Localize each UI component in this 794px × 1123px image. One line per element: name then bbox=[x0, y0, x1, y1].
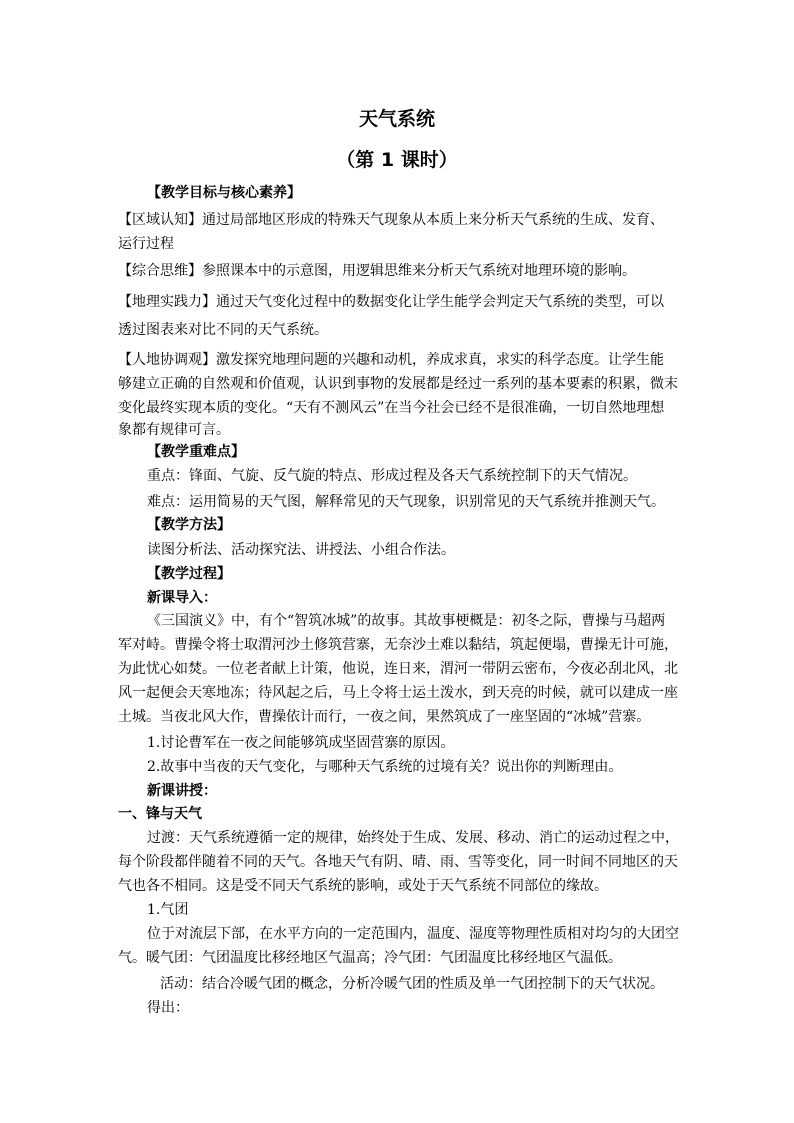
paragraph-line: 每个阶段都伴随着不同的天气。各地天气有阴、晴、雨、雪等变化，同一时间不同地区的天 bbox=[118, 854, 678, 870]
paragraph-line: 位于对流层下部，在水平方向的一定范围内，温度、湿度等物理性质相对均匀的大团空 bbox=[147, 926, 679, 942]
section-heading-front: 一、锋与天气 bbox=[118, 806, 202, 822]
section-heading-methods: 【教学方法】 bbox=[147, 517, 231, 533]
paragraph-line: 得出： bbox=[147, 1000, 189, 1016]
paragraph-line: 难点：运用简易的天气图，解释常见的天气现象，识别常见的天气系统并推测天气。 bbox=[147, 494, 665, 510]
paragraph-line: 【综合思维】参照课本中的示意图，用逻辑思维来分析天气系统对地理环境的影响。 bbox=[118, 263, 636, 279]
paragraph-line: 【区域认知】通过局部地区形成的特殊天气现象从本质上来分析天气系统的生成、发育、 bbox=[118, 212, 664, 228]
paragraph-line: 为此忧心如焚。一位老者献上计策，他说，连日来，渭河一带阴云密布，今夜必刮北风，北 bbox=[118, 661, 678, 677]
paragraph-line: 重点：锋面、气旋、反气旋的特点、形成过程及各天气系统控制下的天气情况。 bbox=[147, 468, 637, 484]
paragraph-line: 气。暖气团：气团温度比移经地区气温高；冷气团：气团温度比移经地区气温低。 bbox=[118, 950, 622, 966]
paragraph-line: 象都有规律可言。 bbox=[118, 422, 230, 438]
section-heading-key-points: 【教学重难点】 bbox=[147, 444, 245, 460]
paragraph-line: 1.讨论曹军在一夜之间能够筑成坚固营寨的原因。 bbox=[147, 735, 455, 751]
paragraph-line: 【人地协调观】激发探究地理问题的兴趣和动机，养成求真，求实的科学态度。让学生能 bbox=[118, 352, 664, 368]
paragraph-line: 2.故事中当夜的天气变化，与哪种天气系统的过境有关？说出你的判断理由。 bbox=[147, 759, 623, 775]
section-heading-process: 【教学过程】 bbox=[147, 566, 231, 582]
section-heading-objectives: 【教学目标与核心素养】 bbox=[147, 185, 301, 201]
paragraph-line: 透过图表来对比不同的天气系统。 bbox=[118, 322, 328, 338]
subheading-intro: 新课导入： bbox=[147, 590, 217, 606]
paragraph-line: 活动：结合冷暖气团的概念，分析冷暖气团的性质及单一气团控制下的天气状况。 bbox=[160, 976, 664, 992]
paragraph-line: 变化最终实现本质的变化。“天有不测风云”在当今社会已经不是很准确，一切自然地理想 bbox=[118, 400, 665, 416]
paragraph-line: 运行过程 bbox=[118, 236, 174, 252]
paragraph-line: 读图分析法、活动探究法、讲授法、小组合作法。 bbox=[147, 542, 455, 558]
subheading-air-mass: 1.气团 bbox=[147, 902, 189, 918]
paragraph-line: 够建立正确的自然观和价值观，认识到事物的发展都是经过一系列的基本要素的积累，微末 bbox=[118, 376, 678, 392]
paragraph-line: 气也各不相同。这是受不同天气系统的影响，或处于天气系统不同部位的缘故。 bbox=[118, 878, 608, 894]
paragraph-line: 军对峙。曹操令将士取渭河沙土修筑营寨，无奈沙土难以黏结，筑起便塌，曹操无计可施， bbox=[118, 637, 678, 653]
paragraph-line: 风一起便会天寒地冻；待风起之后，马上令将士运土泼水，到天亮的时候，就可以建成一座 bbox=[118, 685, 678, 701]
paragraph-line: 土城。当夜北风大作，曹操依计而行，一夜之间，果然筑成了一座坚固的“冰城”营寨。 bbox=[118, 709, 651, 725]
document-title: 天气系统 bbox=[358, 108, 435, 130]
paragraph-line: 《三国演义》中，有个“智筑冰城”的故事。其故事梗概是：初冬之际，曹操与马超两 bbox=[147, 613, 666, 629]
paragraph-line: 过渡：天气系统遵循一定的规律，始终处于生成、发展、移动、消亡的运动过程之中， bbox=[147, 830, 679, 846]
paragraph-line: 【地理实践力】通过天气变化过程中的数据变化让学生能学会判定天气系统的类型，可以 bbox=[118, 294, 664, 310]
subheading-new-lesson: 新课讲授： bbox=[147, 783, 217, 799]
document-subtitle: （第 1 课时） bbox=[336, 149, 458, 171]
